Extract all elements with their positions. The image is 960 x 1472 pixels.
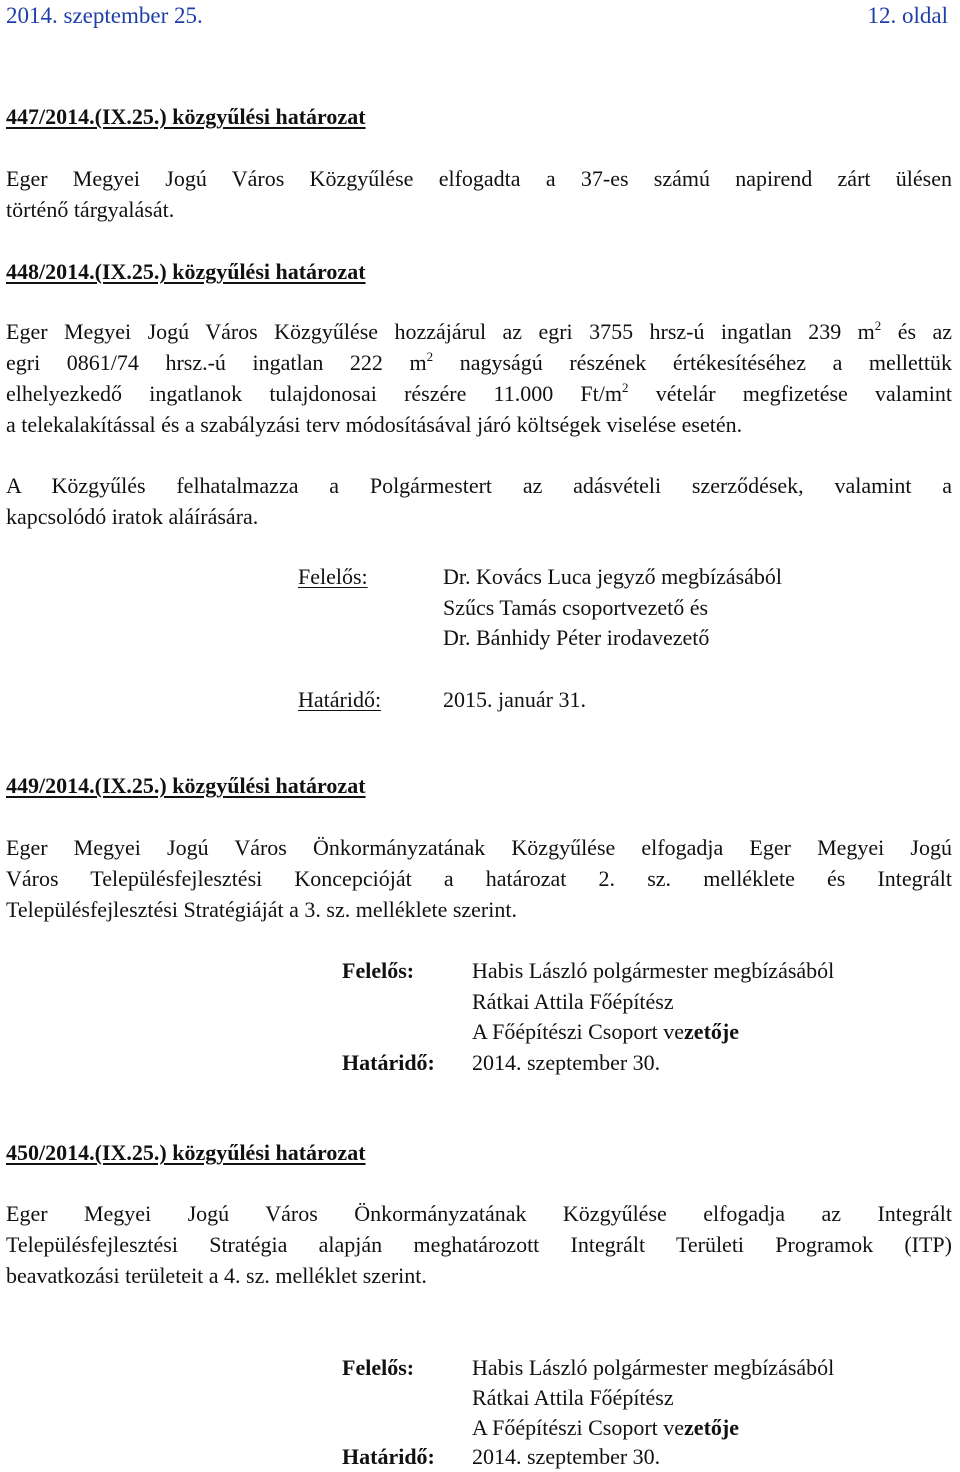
resolution-448-heading: 448/2014.(IX.25.) közgyűlési határozat [6, 259, 366, 284]
resolution-448-authorization-line-1: A Közgyűlés felhatalmazza a Polgármestert az adásvételi szerződések, valamint a [6, 473, 952, 498]
resolution-449-text-line-2: Város Településfejlesztési Koncepcióját a határozat 2. sz. melléklete és Integrált [6, 866, 952, 891]
resolution-448-deadline-label: Határidő: [298, 687, 382, 712]
resolution-448-text-line-3: elhelyezkedő ingatlanok tulajdonosai részére 11.000 $Ft/m^2$ vételár megfizetése valamint [6, 380, 953, 406]
resolution-449-heading: 449/2014.(IX.25.) közgyűlési határozat [6, 773, 366, 798]
resolution-450-heading: 450/2014.(IX.25.) közgyűlési határozat [6, 1140, 366, 1165]
resolution-450-deadline: 2014. szeptember 30. [472, 1444, 661, 1469]
resolution-447-text-line-2: történő tárgyalását. [6, 197, 175, 222]
resolution-447-heading: 447/2014.(IX.25.) közgyűlési határozat [6, 104, 366, 129]
resolution-450-text-line-3: beavatkozási területeit a 4. sz. melléklet szerint. [6, 1263, 427, 1288]
resolution-449-deadline-label: Határidő: [342, 1050, 435, 1075]
resolution-448-authorization-line-2: kapcsolódó iratok aláírására. [6, 504, 259, 529]
header-page-number: 12. oldal [867, 3, 948, 28]
resolution-449-text-line-1: Eger Megyei Jogú Város Önkormányzatának Közgyűlése elfogadja Eger Megyei Jogú [6, 835, 952, 860]
resolution-449-responsible-line-1: Habis László polgármester megbízásából [472, 958, 835, 983]
resolution-448-text-line-4: a telekalakítással és a szabályzási terv módosításával járó költségek viselése esetén. [6, 412, 743, 437]
resolution-448-responsible-label: Felelős: [298, 564, 368, 589]
resolution-448-responsible-line-2: Szűcs Tamás csoportvezető és [443, 595, 709, 620]
resolution-449-text-line-3: Településfejlesztési Stratégiáját a 3. sz. melléklete szerint. [6, 897, 517, 922]
resolution-448-deadline: 2015. január 31. [443, 687, 586, 712]
resolution-448-text-line-1: Eger Megyei Jogú Város Közgyűlése hozzájárul az egri 3755 hrsz-ú ingatlan 239 $m^2$ és az [6, 318, 953, 344]
resolution-450-text-line-2: Településfejlesztési Stratégia alapján meghatározott Integrált Területi Programok (ITP) [6, 1232, 952, 1257]
header-date: 2014. szeptember 25. [6, 3, 203, 28]
resolution-450-responsible-line-1: Habis László polgármester megbízásából [472, 1355, 835, 1380]
resolution-450-responsible-line-3: A Főépítészi Csoport vezetője [472, 1415, 739, 1440]
resolution-450-responsible-label: Felelős: [342, 1355, 415, 1380]
resolution-448-text-line-2: egri 0861/74 hrsz.-ú ingatlan 222 $m^2$ nagyságú részének értékesítéséhez a mellettük [6, 349, 953, 375]
resolution-449-responsible-label: Felelős: [342, 958, 415, 983]
resolution-448-responsible-line-3: Dr. Bánhidy Péter irodavezető [443, 625, 710, 650]
resolution-449-deadline: 2014. szeptember 30. [472, 1050, 661, 1075]
resolution-450-deadline-label: Határidő: [342, 1444, 435, 1469]
resolution-448-responsible-line-1: Dr. Kovács Luca jegyző megbízásából [443, 564, 783, 589]
resolution-447-text-line-1: Eger Megyei Jogú Város Közgyűlése elfogadta a 37-es számú napirend zárt ülésen [6, 166, 952, 191]
resolution-450-text-line-1: Eger Megyei Jogú Város Önkormányzatának Közgyűlése elfogadja az Integrált [6, 1201, 952, 1226]
resolution-449-responsible-line-3: A Főépítészi Csoport vezetője [472, 1019, 739, 1044]
resolution-450-responsible-line-2: Rátkai Attila Főépítész [472, 1385, 674, 1410]
resolution-449-responsible-line-2: Rátkai Attila Főépítész [472, 989, 674, 1014]
